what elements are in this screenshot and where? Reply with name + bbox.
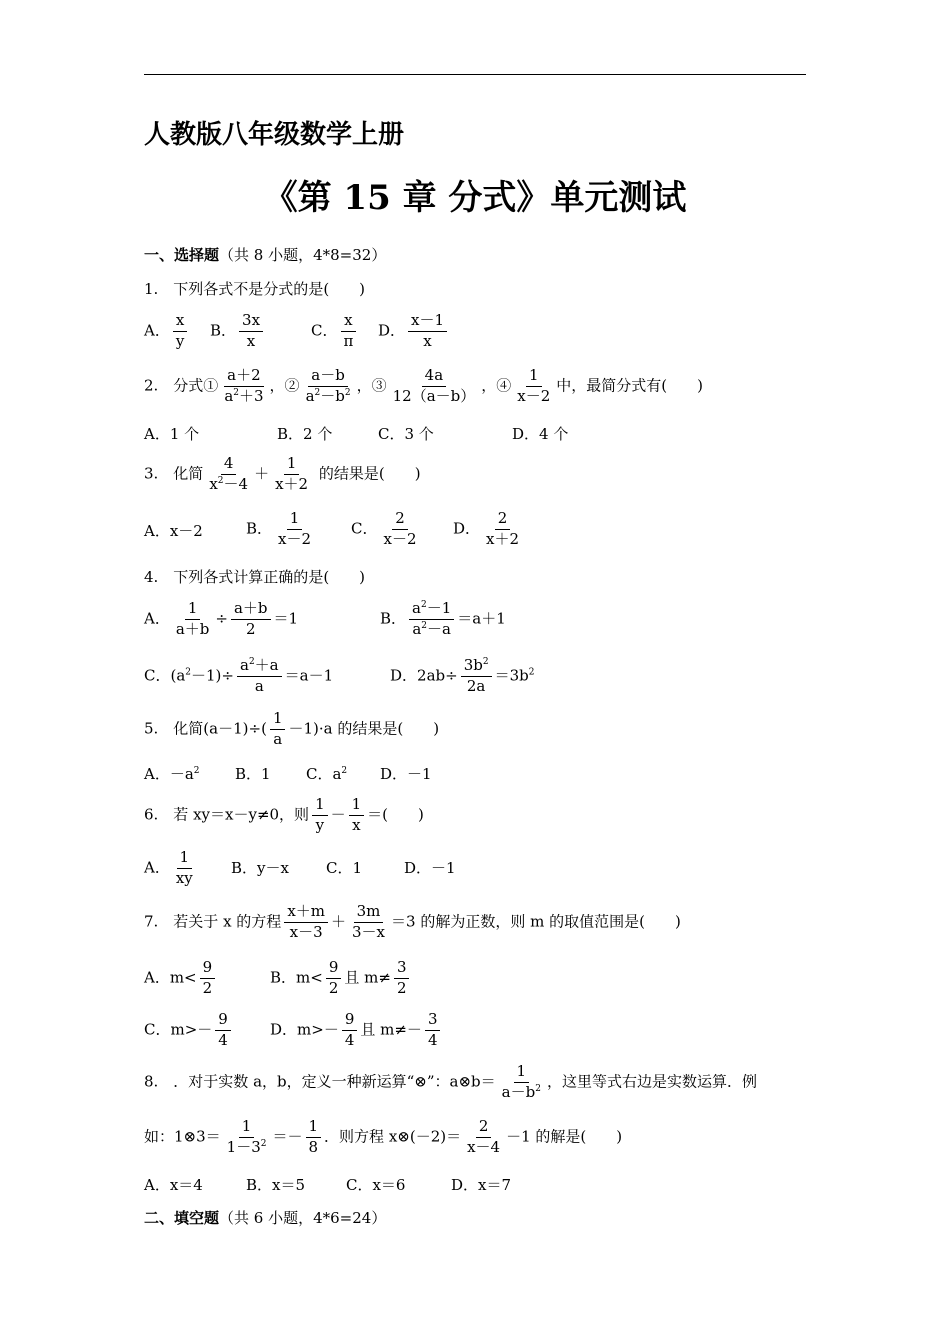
question-7-stem: 7. 若关于 x 的方程 $\frac{x+m}{x-3}$ ＋ $\frac{3m}{3-x}$ ＝3 的解为正数，则 m 的取值范围是( ): [144, 902, 681, 941]
question-5-stem: 5. 化简(a－1)÷( $\frac{1}{a}$ －1)·a 的结果是( ): [144, 709, 440, 748]
fraction: $\frac{1}{8}$: [306, 1119, 322, 1156]
fraction: $\frac{a^2-1}{a^2-a}$: [409, 601, 454, 638]
question-1-stem: 1. 下列各式不是分式的是( ): [144, 280, 366, 298]
fraction: $\frac{a+b}{2}$: [231, 601, 271, 638]
q6-option-d: D．－1: [404, 859, 456, 877]
fraction: $\frac{9}{4}$: [215, 1012, 231, 1049]
q2-option-d: D．4 个: [512, 425, 569, 443]
q2-option-a: A．1 个: [144, 425, 200, 443]
fraction: $\frac{a+2}{a^2+3}$: [224, 366, 264, 405]
fraction: $\frac{3}{4}$: [425, 1012, 441, 1049]
fraction: $\frac{1}{a}$: [270, 711, 286, 748]
fraction: $\frac{1}{y}$: [312, 797, 328, 834]
fraction: $\frac{3m}{3-x}$: [352, 902, 386, 941]
q2-option-b: B．2 个: [277, 425, 333, 443]
section-label: 一、选择题: [144, 246, 220, 264]
fraction: $\frac{9}{4}$: [342, 1012, 358, 1049]
q3-option-a: A．x－2: [144, 522, 203, 540]
fraction: $\frac{4}{x^2-4}$: [209, 454, 249, 493]
question-6-stem: 6. 若 xy＝x－y≠0，则 $\frac{1}{y}$ － $\frac{1}{x}$ ＝( ): [144, 795, 424, 834]
q4-option-b: B． $\frac{a^2-1}{a^2-a}$ ＝a＋1: [380, 599, 506, 638]
fraction: $\frac{3x}{x}$: [239, 313, 263, 350]
fraction: $\frac{4a}{12(a-b)}$: [392, 366, 476, 405]
question-4-stem: 4. 下列各式计算正确的是( ): [144, 568, 366, 586]
q7-option-a: A．m< $\frac{9}{2}$: [144, 960, 218, 997]
q3-option-b: B． $\frac{1}{x-2}$: [246, 511, 317, 548]
fraction: $\frac{3b^2}{2a}$: [461, 658, 492, 695]
fraction: $\frac{9}{2}$: [326, 960, 342, 997]
fraction: $\frac{3}{2}$: [394, 960, 410, 997]
q5-option-d: D．－1: [380, 765, 432, 783]
question-8-line-2: 如：1⊗3＝ $\frac{1}{1-3^2}$ ＝－ $\frac{1}{8}$ ．则方程 x⊗(－2)＝ $\frac{2}{x-4}$ －1 的解是( ): [144, 1117, 623, 1156]
q5-option-a: A．$-a^2$: [144, 765, 200, 783]
fraction: $\frac{x}{y}$: [173, 313, 187, 350]
q6-option-b: B．y－x: [231, 859, 289, 877]
fraction: $\frac{2}{x-4}$: [467, 1117, 501, 1156]
q8-option-a: A．x＝4: [144, 1176, 203, 1194]
q6-option-a: A． $\frac{1}{xy}$: [144, 850, 199, 887]
fraction: $\frac{1}{x-2}$: [517, 366, 551, 405]
question-8-line-1: 8. ．对于实数 a，b，定义一种新运算“⊗”：a⊗b＝ $\frac{1}{a-b^2}$ ，这里等式右边是实数运算．例: [144, 1062, 757, 1101]
q3-option-c: C． $\frac{2}{x-2}$: [351, 511, 423, 548]
q7-option-c: C．m>－ $\frac{9}{4}$: [144, 1012, 234, 1049]
q8-option-c: C．x＝6: [346, 1176, 406, 1194]
section-heading-2: [144, 1211, 386, 1226]
q1-option-d: D． $\frac{x-1}{x}$: [378, 313, 450, 350]
q5-option-c: C．$a^2$: [306, 765, 348, 783]
fraction: $\frac{9}{2}$: [200, 960, 216, 997]
fraction: $\frac{1}{1-3^2}$: [226, 1117, 267, 1156]
q3-option-d: D． $\frac{2}{x+2}$: [453, 511, 525, 548]
fraction: $\frac{x}{\pi}$: [340, 313, 356, 350]
q7-option-d: D．m>－ $\frac{9}{4}$ 且 m≠－ $\frac{3}{4}$: [270, 1012, 443, 1049]
header-rule: [144, 74, 806, 75]
fraction: $\frac{1}{x+2}$: [275, 454, 309, 493]
fraction: $\frac{x-1}{x}$: [408, 313, 447, 350]
q8-option-b: B．x＝5: [246, 1176, 306, 1194]
question-3-stem: 3. 化简 $\frac{4}{x^2-4}$ ＋ $\frac{1}{x+2}$ 的结果是( ): [144, 454, 421, 493]
subtitle: 人教版八年级数学上册: [144, 120, 405, 150]
fraction: $\frac{2}{x+2}$: [486, 509, 520, 548]
page-title: 《第 15 章 分式》单元测试: [263, 178, 687, 218]
question-2-stem: 2. 分式① $\frac{a+2}{a^2+3}$ ，② $\frac{a-b}{a^2-b^2}$ ，③ $\frac{4a}{12(a-b)}$ ，④ $\frac{1}{x-2}$ 中，最简分式有( ): [144, 366, 703, 405]
q5-option-b: B．1: [235, 765, 271, 783]
fraction: $\frac{a^2+a}{a}$: [237, 658, 282, 695]
fraction: $\frac{x+m}{x-3}$: [284, 904, 328, 941]
q4-option-a: A． $\frac{1}{a+b}$ ÷ $\frac{a+b}{2}$ ＝1: [144, 599, 299, 638]
fraction: $\frac{1}{xy}$: [175, 848, 193, 887]
fraction: $\frac{a-b}{a^2-b^2}$: [305, 366, 351, 405]
q1-option-a: A． $\frac{x}{y}$: [144, 313, 190, 350]
fraction: $\frac{1}{x}$: [349, 797, 365, 834]
q6-option-c: C．1: [326, 859, 363, 877]
q2-option-c: C．3 个: [378, 425, 434, 443]
section-note: （共 6 小题，4*6=24）: [219, 1209, 387, 1227]
q8-option-d: D．x＝7: [451, 1176, 512, 1194]
q4-option-d: D．2ab÷ $\frac{3b^2}{2a}$ $=3b^2$: [390, 656, 535, 695]
q4-option-c: C．$(a^2-1)\div$ $\frac{a^2+a}{a}$ ＝a－1: [144, 656, 334, 695]
fraction: $\frac{1}{a-b^2}$: [501, 1062, 541, 1101]
q1-option-b: B． $\frac{3x}{x}$: [210, 313, 266, 350]
q7-option-b: B．m< $\frac{9}{2}$ 且 m≠ $\frac{3}{2}$: [270, 960, 412, 997]
section-note: （共 8 小题，4*8=32）: [219, 246, 387, 264]
fraction: $\frac{1}{a+b}$: [175, 599, 210, 638]
section-heading: [144, 248, 386, 263]
section-label: 二、填空题: [144, 1209, 220, 1227]
fraction: $\frac{1}{x-2}$: [278, 509, 312, 548]
q1-option-c: C． $\frac{x}{\pi}$: [311, 313, 359, 350]
fraction: $\frac{2}{x-2}$: [383, 509, 417, 548]
